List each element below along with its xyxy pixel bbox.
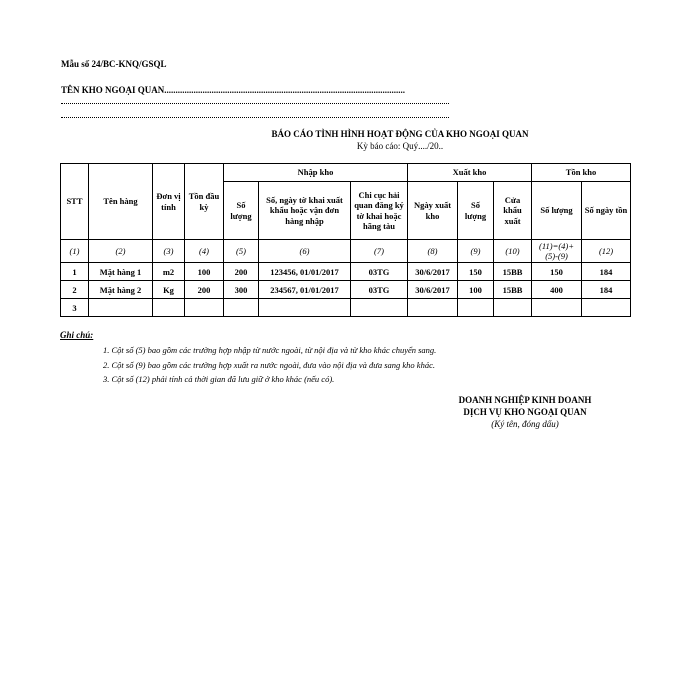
column-number: (11)=(4)+(5)-(9) [532,240,582,263]
cell-don-vi-tinh: m2 [153,263,185,281]
dotted-line [61,117,449,118]
header-nhap-so-luong: Số lượng [224,182,259,240]
note-item: 3. Cột số (12) phải tính cả thời gian đã lưu giữ ở kho khác (nếu có). [103,374,335,384]
note-item: 1. Cột số (5) bao gồm các trường hợp nhập từ nước ngoài, từ nội địa và từ kho khác chuyển sang. [103,345,437,355]
cell-ton-so-luong: 150 [532,263,582,281]
cell-stt: 1 [61,263,89,281]
column-number: (6) [259,240,351,263]
cell-xuat-ngay: 30/6/2017 [408,281,458,299]
header-stt: STT [61,164,89,240]
signature-company-line2: DỊCH VỤ KHO NGOẠI QUAN [463,407,587,417]
cell-xuat-ngay [408,299,458,317]
cell-ton-so-ngay: 184 [582,263,631,281]
warehouse-name-label: TÊN KHO NGOẠI QUAN........................................................................................................... [61,85,406,95]
table-row [61,263,631,281]
column-number: (7) [351,240,408,263]
header-nhap-chi-cuc: Chi cục hải quan đăng ký tờ khai hoặc hãng tàu [351,182,408,240]
column-number: (12) [582,240,631,263]
cell-don-vi-tinh [153,299,185,317]
report-title: BÁO CÁO TÌNH HÌNH HOẠT ĐỘNG CỦA KHO NGOẠI QUAN [271,129,529,139]
column-number-row [61,240,631,263]
cell-ton-so-ngay [582,299,631,317]
column-number: (3) [153,240,185,263]
cell-don-vi-tinh: Kg [153,281,185,299]
header-ton-dau-ky: Tồn đầu kỳ [185,164,224,240]
signature-company-line1: DOANH NGHIỆP KINH DOANH [458,395,592,405]
cell-nhap-chi-cuc [351,299,408,317]
header-nhap-kho: Nhập kho [224,164,408,182]
report-table [60,163,631,317]
header-nhap-so-to-khai: Số, ngày tờ khai xuất khẩu hoặc vận đơn hàng nhập [259,182,351,240]
cell-nhap-so-luong [224,299,259,317]
cell-ten-hang [89,299,153,317]
table-row [61,281,631,299]
cell-nhap-so-to-khai: 123456, 01/01/2017 [259,263,351,281]
header-xuat-kho: Xuất kho [408,164,532,182]
header-xuat-so-luong: Số lượng [458,182,494,240]
header-xuat-cua-khau: Cửa khẩu xuất [494,182,532,240]
notes-heading: Ghi chú: [60,330,94,340]
column-number: (10) [494,240,532,263]
header-ten-hang: Tên hàng [89,164,153,240]
cell-xuat-ngay: 30/6/2017 [408,263,458,281]
cell-ton-dau-ky: 100 [185,263,224,281]
column-number: (8) [408,240,458,263]
report-period: Kỳ báo cáo: Quý..../20.. [356,141,444,151]
cell-stt: 2 [61,281,89,299]
report-period-wrap [0,141,700,151]
cell-ton-so-luong: 400 [532,281,582,299]
cell-ton-dau-ky [185,299,224,317]
header-xuat-ngay: Ngày xuất kho [408,182,458,240]
form-code: Mẫu số 24/BC-KNQ/GSQL [61,59,167,69]
cell-ten-hang: Mặt hàng 2 [89,281,153,299]
column-number: (4) [185,240,224,263]
cell-ton-dau-ky: 200 [185,281,224,299]
cell-nhap-so-to-khai: 234567, 01/01/2017 [259,281,351,299]
cell-nhap-chi-cuc: 03TG [351,281,408,299]
cell-ten-hang: Mặt hàng 1 [89,263,153,281]
cell-nhap-chi-cuc: 03TG [351,263,408,281]
note-item: 2. Cột số (9) bao gồm các trường hợp xuất ra nước ngoài, đưa vào nội địa và đưa sang kho khác. [103,360,435,370]
header-ton-so-ngay: Số ngày tồn [582,182,631,240]
header-ton-kho: Tồn kho [532,164,631,182]
cell-xuat-so-luong: 100 [458,281,494,299]
cell-xuat-so-luong: 150 [458,263,494,281]
cell-nhap-so-luong: 200 [224,263,259,281]
header-ton-so-luong: Số lượng [532,182,582,240]
report-title-wrap [0,129,700,139]
dotted-line [61,103,449,104]
column-number: (1) [61,240,89,263]
table-row [61,299,631,317]
cell-xuat-so-luong [458,299,494,317]
cell-xuat-cua-khau: 15BB [494,281,532,299]
column-number: (5) [224,240,259,263]
column-number: (9) [458,240,494,263]
cell-ton-so-ngay: 184 [582,281,631,299]
cell-stt: 3 [61,299,89,317]
cell-nhap-so-luong: 300 [224,281,259,299]
header-don-vi-tinh: Đơn vị tính [153,164,185,240]
cell-xuat-cua-khau [494,299,532,317]
cell-xuat-cua-khau: 15BB [494,263,532,281]
cell-ton-so-luong [532,299,582,317]
signature-instruction: (Ký tên, đóng dấu) [491,419,559,429]
header-row [61,164,631,182]
cell-nhap-so-to-khai [259,299,351,317]
column-number: (2) [89,240,153,263]
